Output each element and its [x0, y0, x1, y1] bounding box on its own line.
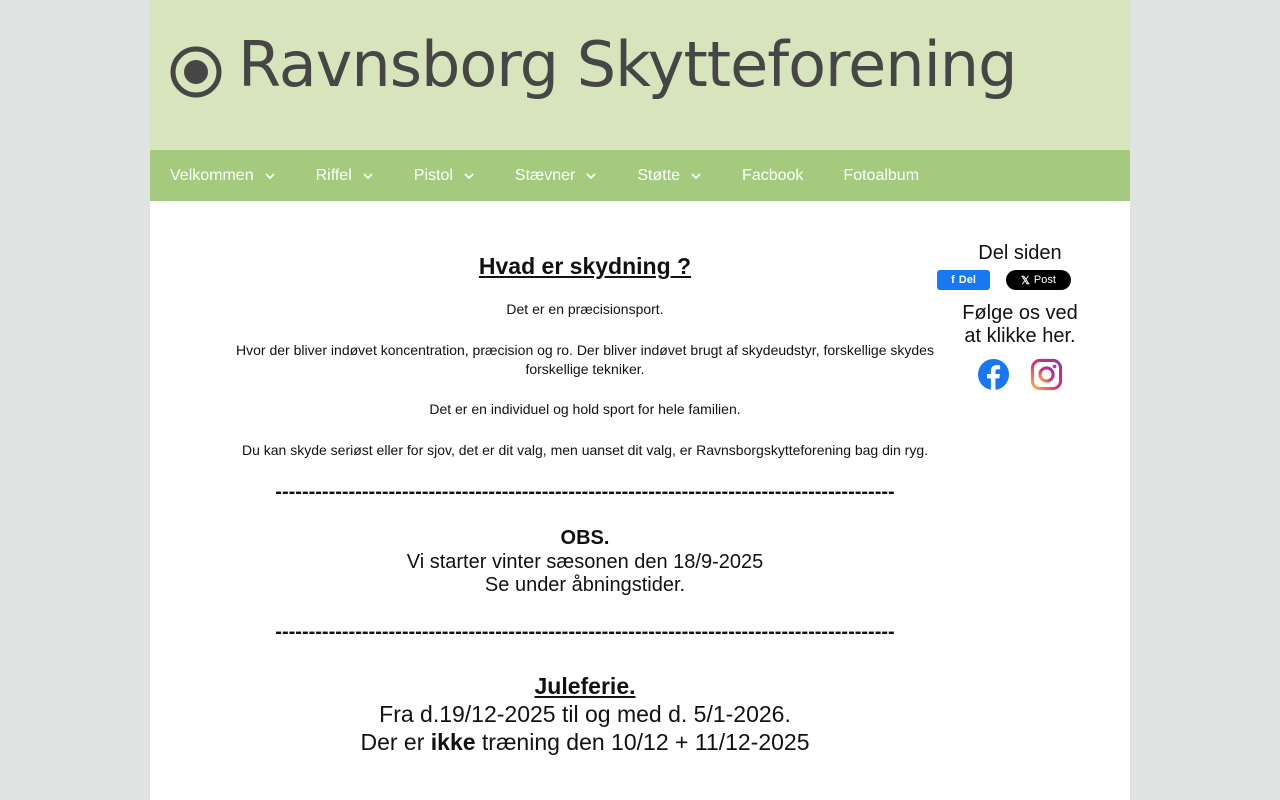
main-content: [210, 240, 960, 756]
paragraph: Du kan skyde seriøst eller for sjov, det er dit valg, men uanset dit valg, er Ravnsborgskytteforening bag din ryg.: [241, 442, 929, 458]
nav-label: Støtte: [637, 166, 681, 184]
share-buttons: [935, 270, 1071, 290]
facebook-icon[interactable]: [977, 358, 1010, 391]
x-logo-icon: 𝕏: [1021, 274, 1030, 287]
share-title: Del siden: [978, 242, 1062, 264]
facebook-logo-icon: f: [951, 274, 955, 286]
juleferie-line: [210, 728, 960, 756]
share-label: Del: [958, 274, 976, 286]
chevron-down-icon: [362, 170, 374, 182]
nav-item-facbook[interactable]: [742, 167, 803, 185]
juleferie-title: Juleferie.: [534, 672, 636, 699]
target-icon[interactable]: [170, 46, 222, 98]
facebook-share-button[interactable]: [937, 270, 990, 290]
nav-item-stoette[interactable]: [637, 167, 702, 185]
nav-item-velkommen[interactable]: [170, 167, 276, 185]
sidebar: [935, 242, 1105, 391]
chevron-down-icon: [264, 170, 276, 182]
nav-item-staevner[interactable]: [515, 167, 597, 185]
nav-item-fotoalbum[interactable]: [843, 167, 919, 185]
paragraph: Det er en individuel og hold sport for hele familien.: [429, 401, 741, 417]
x-post-button[interactable]: [1006, 270, 1071, 290]
text: Der er: [360, 728, 431, 755]
chevron-down-icon: [463, 170, 475, 182]
obs-line: Vi starter vinter sæsonen den 18/9-2025: [406, 550, 764, 573]
nav-label: Facbook: [742, 166, 804, 184]
nav-label: Fotoalbum: [843, 166, 920, 184]
social-links: [935, 358, 1105, 391]
paragraph: Det er en præcisionsport.: [506, 301, 664, 317]
emphasis: ikke: [430, 728, 476, 755]
juleferie-line: Fra d.19/12-2025 til og med d. 5/1-2026.: [379, 700, 791, 727]
text: træning den 10/12 + 11/12-2025: [475, 728, 810, 755]
nav-label: Velkommen: [170, 166, 254, 184]
nav-label: Stævner: [514, 166, 576, 184]
paragraph: Hvor der bliver indøvet koncentration, præcision og ro. Der bliver indøvet brugt af skydeudstyr, forskellige skydes forskellige tekniker.: [236, 342, 934, 377]
chevron-down-icon: [585, 170, 597, 182]
site-header: [150, 0, 1130, 150]
nav-label: Riffel: [315, 166, 352, 184]
site-title[interactable]: Ravnsborg Skytteforening: [238, 28, 1017, 101]
page-heading: Hvad er skydning ?: [478, 253, 692, 279]
divider: ---------------------------------------------------------------------------------------------: [275, 481, 895, 503]
follow-line: at klikke her.: [964, 325, 1076, 347]
nav-item-riffel[interactable]: [316, 167, 374, 185]
post-label: Post: [1033, 274, 1056, 286]
follow-line: Følge os ved: [962, 302, 1078, 324]
chevron-down-icon: [690, 170, 702, 182]
obs-title: OBS.: [560, 527, 610, 549]
page-container: [150, 0, 1130, 800]
nav-item-pistol[interactable]: [414, 167, 475, 185]
divider: ---------------------------------------------------------------------------------------------: [275, 620, 895, 643]
instagram-icon[interactable]: [1030, 358, 1063, 391]
follow-text: [935, 302, 1105, 348]
main-nav: [150, 150, 1130, 201]
nav-label: Pistol: [413, 166, 453, 184]
obs-line: Se under åbningstider.: [484, 574, 686, 596]
